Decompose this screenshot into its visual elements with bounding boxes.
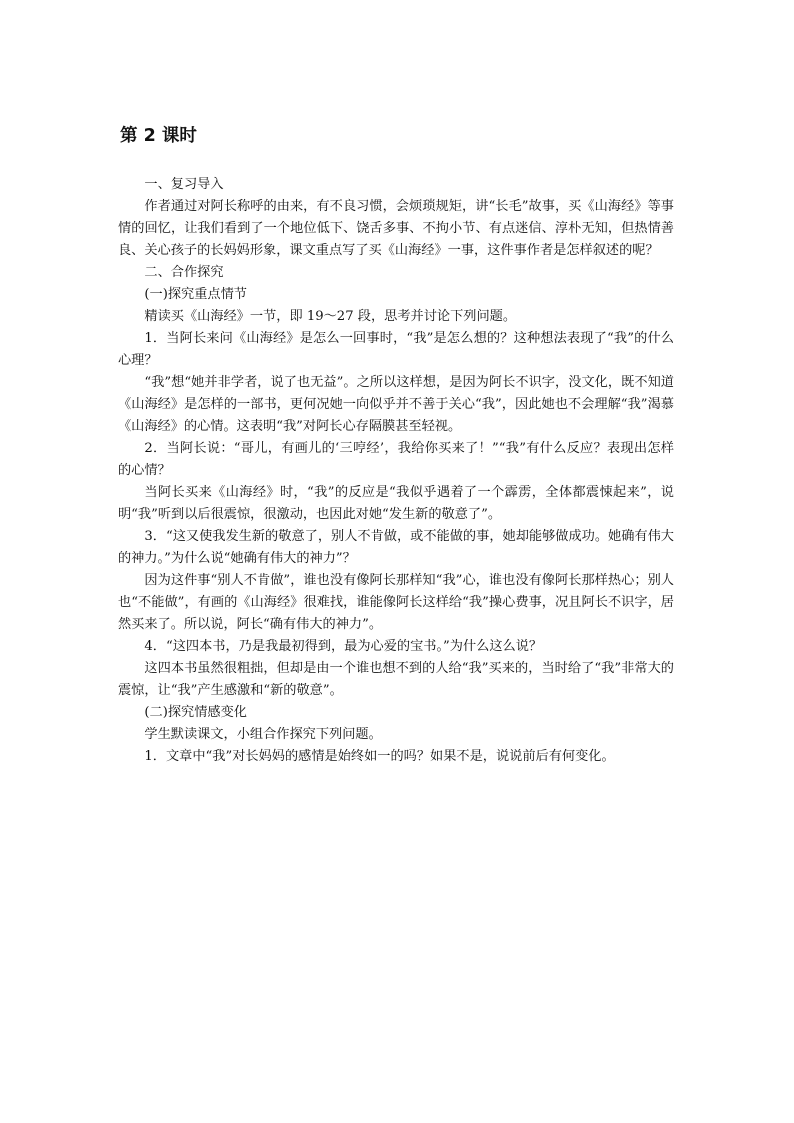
paragraph-instruction: 精读买《山海经》一节，即 19～27 段，思考并讨论下列问题。	[144, 309, 517, 324]
section-heading-explore: 二、合作探究	[144, 265, 224, 280]
section-heading-review: 一、复习导入	[144, 177, 224, 192]
subsection-heading-emotion: (二)探究情感变化	[144, 705, 247, 720]
answer-4: 这四本书虽然很粗拙，但却是由一个谁也想不到的人给“我”买来的，当时给了“我”非常大的震惊，让“我”产生感激和“新的敬意”。	[118, 661, 674, 698]
paragraph-intro: 作者通过对阿长称呼的由来，有不良习惯，会烦琐规矩，讲“长毛”故事，买《山海经》等事情的回忆，让我们看到了一个地位低下、饶舌多事、不拘小节、有点迷信、淳朴无知，但热情善良、关心孩子的长妈妈形象，课文重点写了买《山海经》一事，这件事作者是怎样叙述的呢？	[118, 199, 674, 258]
subsection-heading-plot: (一)探究重点情节	[144, 287, 247, 302]
document-body	[118, 174, 674, 768]
question-2: 2．当阿长说：“哥儿，有画儿的‘三哼经’，我给你买来了！”“我”有什么反应？表现出怎样的心情？	[118, 441, 674, 478]
lesson-title: 第 2 课时	[120, 126, 197, 146]
question-emotion-1: 1．文章中“我”对长妈妈的感情是始终如一的吗？如果不是，说说前后有何变化。	[144, 749, 615, 764]
answer-2: 当阿长买来《山海经》时，“我”的反应是“我似乎遇着了一个霹雳，全体都震悚起来”，说明“我”听到以后很震惊，很激动，也因此对她“发生新的敬意了”。	[118, 485, 674, 522]
answer-1: “我”想“她并非学者，说了也无益”。之所以这样想，是因为阿长不识字，没文化，既不知道《山海经》是怎样的一部书，更何况她一向似乎并不善于关心“我”，因此她也不会理解“我”渴慕《山海经》的心情。这表明“我”对阿长心存隔膜甚至轻视。	[118, 375, 674, 434]
question-1: 1．当阿长来问《山海经》是怎么一回事时，“我”是怎么想的？这种想法表现了“我”的什么心理？	[118, 331, 674, 368]
paragraph-group-task: 学生默读课文，小组合作探究下列问题。	[144, 727, 382, 742]
answer-3: 因为这件事“别人不肯做”，谁也没有像阿长那样知“我”心，谁也没有像阿长那样热心；别人也“不能做”，有画的《山海经》很难找，谁能像阿长这样给“我”操心费事，况且阿长不识字，居然买来了。所以说，阿长“确有伟大的神力”。	[118, 573, 674, 632]
question-4: 4．“这四本书，乃是我最初得到，最为心爱的宝书。”为什么这么说？	[144, 639, 543, 654]
question-3: 3．“这又使我发生新的敬意了，别人不肯做，或不能做的事，她却能够做成功。她确有伟大的神力。”为什么说“她确有伟大的神力”？	[118, 529, 674, 566]
